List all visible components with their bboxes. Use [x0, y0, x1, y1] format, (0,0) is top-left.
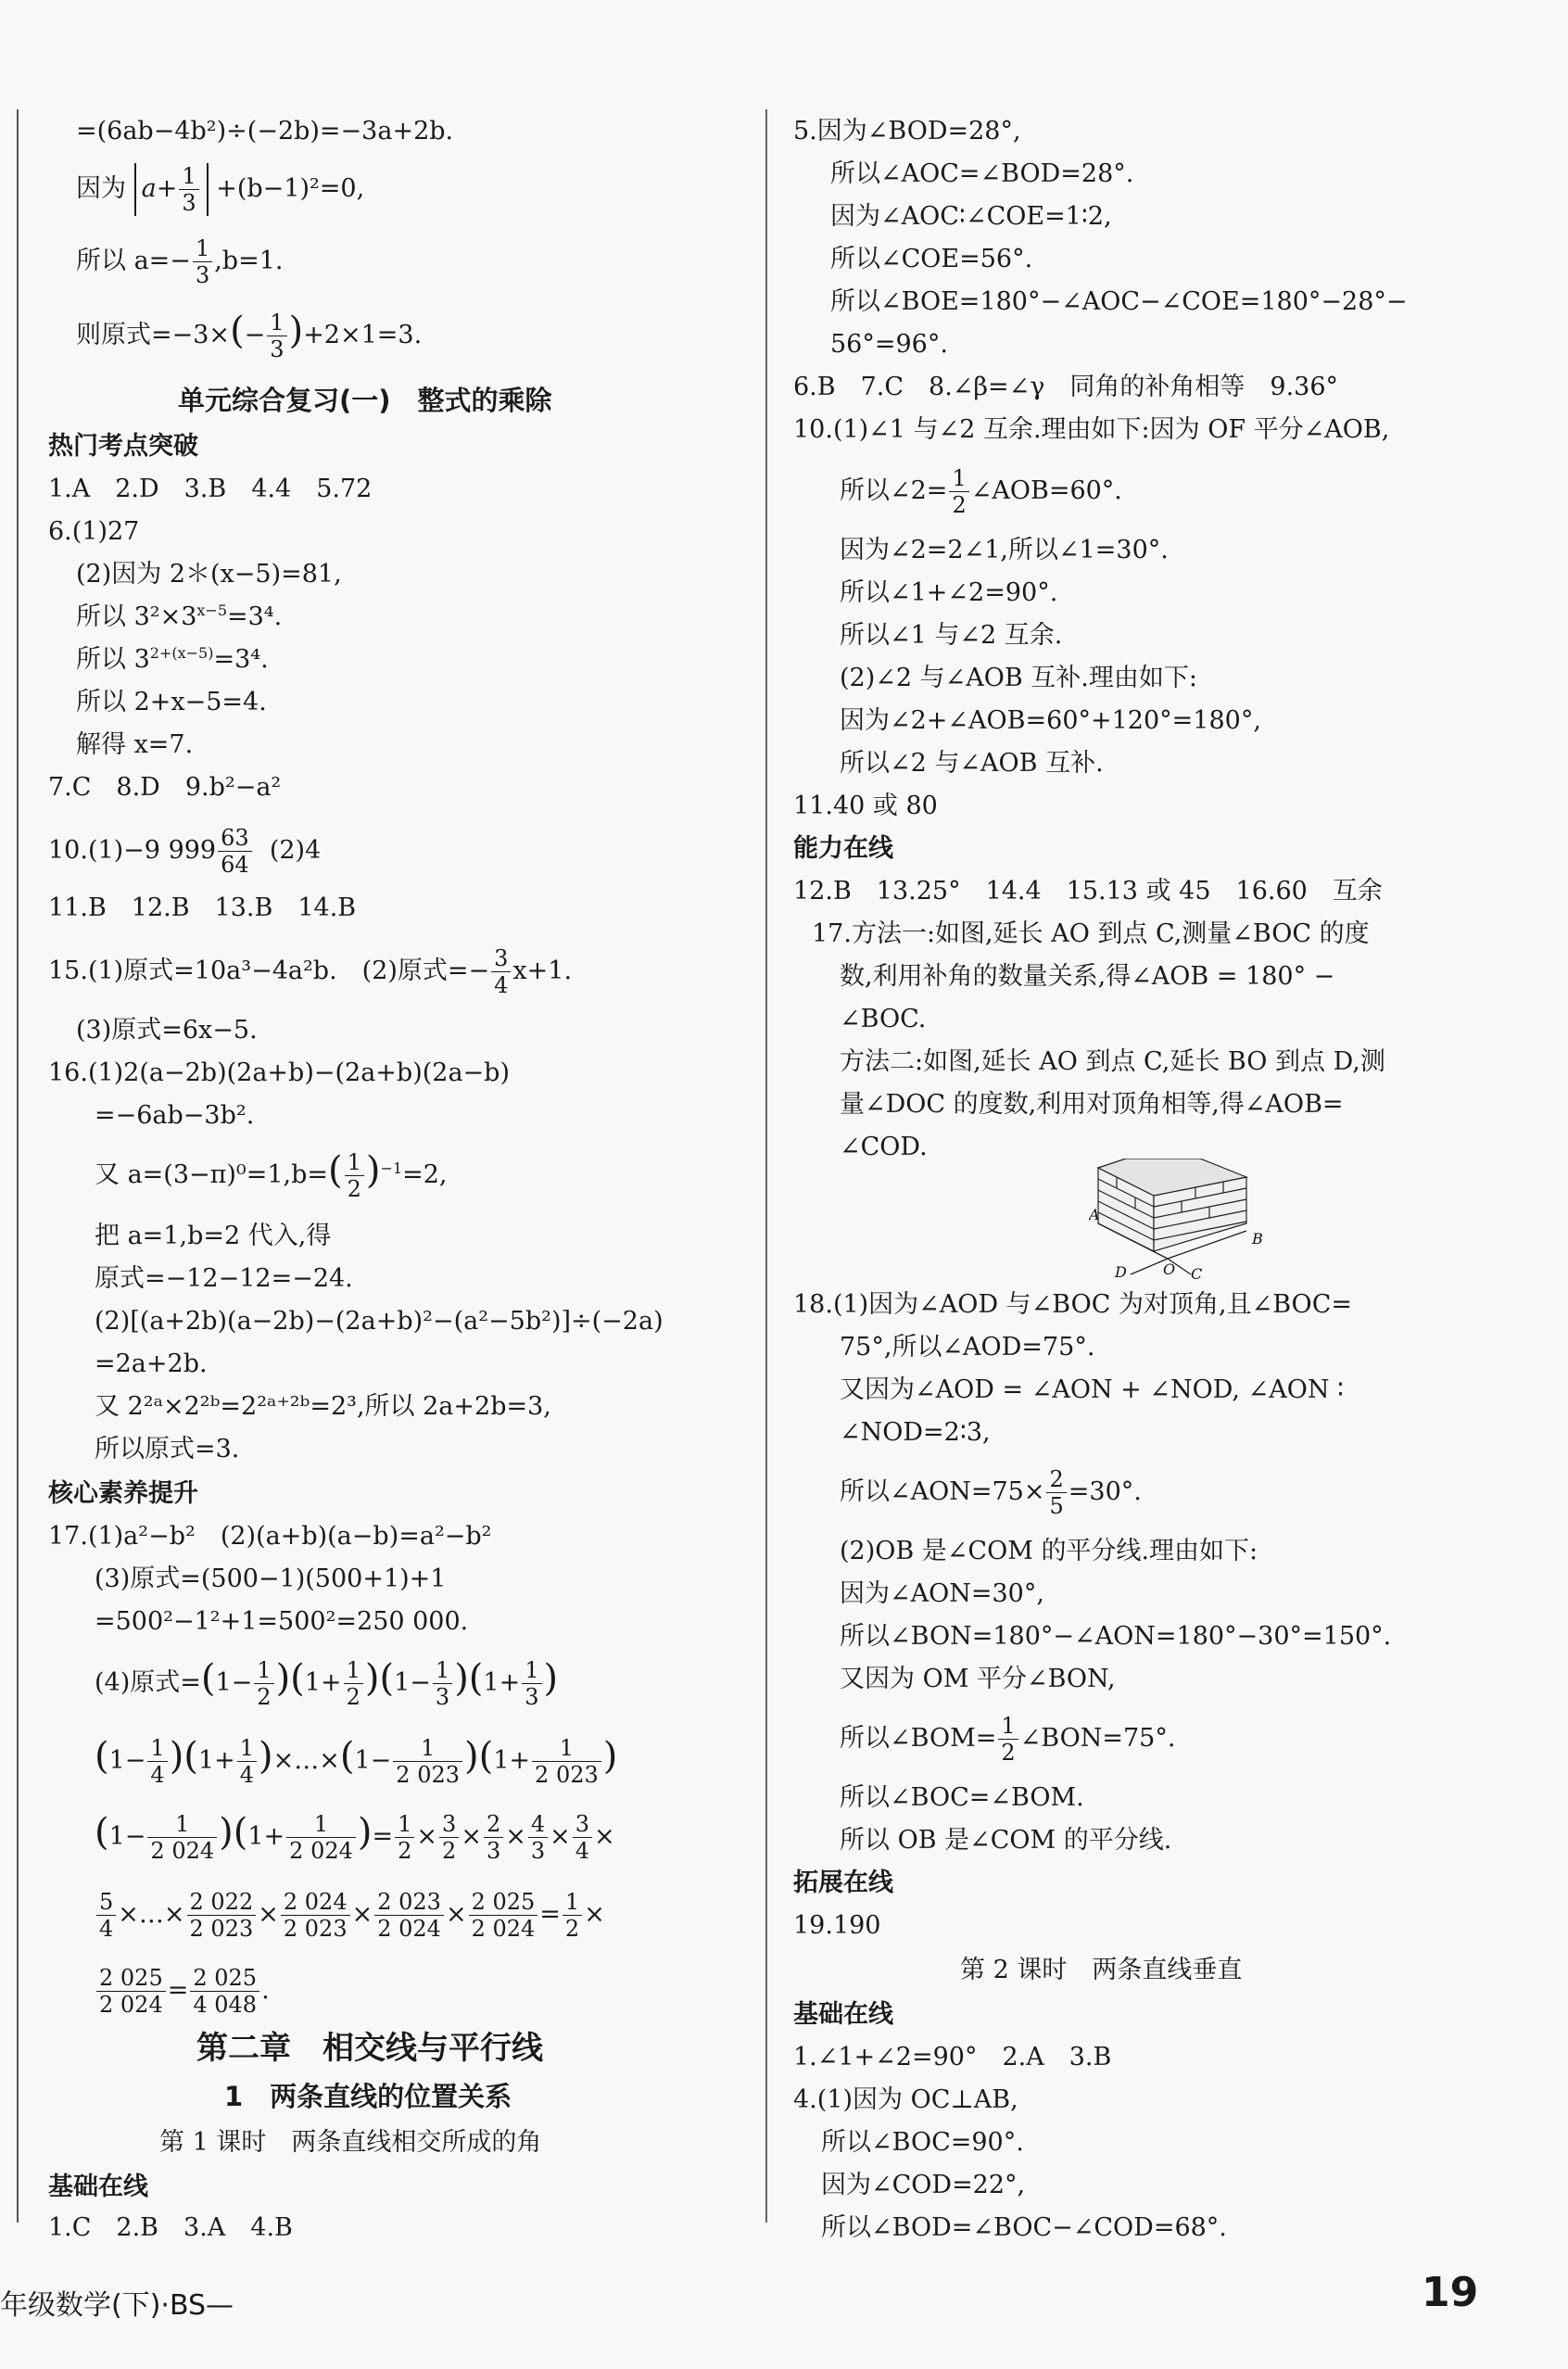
subsection-heading: 基础在线: [793, 2000, 893, 2029]
fraction: $\frac{2 024}{2 023}$: [281, 1889, 350, 1942]
fraction: $\frac{3}{4}$: [491, 945, 511, 998]
text: 因为: [76, 174, 126, 203]
text-line: 1.A 2.D 3.B 4.4 5.72: [48, 475, 373, 503]
text-line: 所以 2+x−5=4.: [76, 688, 267, 716]
text-line: (1− $\frac{1}{4}$ )(1+ $\frac{1}{4}$ )×…×(1− $\frac{1}{2 023}$ )(1+ $\frac{1}{2 023}$ ): [95, 1735, 618, 1788]
text-line: 17.(1)a²−b² (2)(a+b)(a−b)=a²−b²: [48, 1522, 492, 1551]
text-line: 量∠DOC 的度数,利用对顶角相等,得∠AOB=: [840, 1090, 1344, 1119]
text-line: 所以∠BOE=180°−∠AOC−∠COE=180°−28°−: [830, 287, 1408, 316]
subsection-heading: 热门考点突破: [48, 432, 198, 461]
subsection-heading: 核心素养提升: [48, 1479, 198, 1508]
fraction: $\frac{1}{3}$: [193, 235, 212, 288]
text-line: 又 a=(3−π)⁰=1,b=( $\frac{1}{2}$ )$^{-1}$=2,: [95, 1149, 448, 1202]
text-line: =2a+2b.: [95, 1349, 208, 1378]
text-line: 15.(1)原式=10a³−4a²b. (2)原式=− $\frac{3}{4}$ x+1.: [48, 945, 573, 998]
text-line: 1.∠1+∠2=90° 2.A 3.B: [793, 2043, 1112, 2071]
fraction: $\frac{1}{2 024}$: [147, 1811, 217, 1864]
text-line: 所以∠BOC=∠BOM.: [840, 1783, 1084, 1812]
text-line: 4.(1)因为 OC⊥AB,: [793, 2085, 1018, 2114]
wall-corner-figure: [1089, 1159, 1274, 1279]
fraction: $\frac{1}{3}$: [179, 163, 198, 216]
text-line: (2)OB 是∠COM 的平分线.理由如下:: [840, 1537, 1258, 1565]
fraction: $\frac{1}{4}$: [147, 1735, 167, 1788]
text-line: 所以∠2 与∠AOB 互补.: [840, 749, 1104, 778]
fraction: $\frac{1}{3}$: [433, 1657, 452, 1710]
subsection-heading: 基础在线: [48, 2173, 148, 2201]
page-number: 19: [1422, 2269, 1479, 2316]
fraction: $\frac{2}{3}$: [484, 1811, 503, 1864]
fraction: $\frac{2 025}{4 048}$: [190, 1965, 259, 2018]
fraction: $\frac{1}{2}$: [344, 1657, 363, 1710]
text-line: 16.(1)2(a−2b)(2a+b)−(2a+b)(2a−b): [48, 1058, 510, 1087]
text-line: 因为∠2=2∠1,所以∠1=30°.: [840, 536, 1169, 564]
text-line: 6.(1)27: [48, 517, 140, 546]
text-line: 又因为∠AOD = ∠AON + ∠NOD, ∠AON ∶: [840, 1375, 1345, 1404]
abs-expr: a+ $\frac{1}{3}$: [134, 163, 209, 216]
fraction: $\frac{2 022}{2 023}$: [187, 1889, 257, 1942]
lesson-title: 第 2 课时 两条直线垂直: [960, 1956, 1243, 1984]
figure-label-d: D: [1115, 1263, 1127, 1279]
fraction: $\frac{1}{2}$: [998, 1713, 1018, 1766]
text-line: 所以 a=− $\frac{1}{3}$ ,b=1.: [76, 235, 284, 288]
text-line: $\frac{5}{4}$ ×…× $\frac{2 022}{2 023}$ × $\frac{2 024}{2 023}$ × $\frac{2 023}{2 024}$ × $\frac{2 025}{2 024}$ = $\frac{1}{2}$ ×: [95, 1889, 605, 1942]
text-line: 19.190: [793, 1911, 881, 1940]
text-line: =−6ab−3b².: [95, 1101, 255, 1130]
text-line: 所以∠2= $\frac{1}{2}$ ∠AOB=60°.: [840, 465, 1122, 518]
text-line: $\frac{2 025}{2 024}$ = $\frac{2 025}{4 048}$ .: [95, 1965, 270, 2018]
section-title: 单元综合复习(一) 整式的乘除: [178, 385, 552, 416]
text-line: =(6ab−4b²)÷(−2b)=−3a+2b.: [76, 117, 454, 146]
text-line: 所以 OB 是∠COM 的平分线.: [840, 1826, 1172, 1855]
text-line: 所以∠BOM= $\frac{1}{2}$ ∠BON=75°.: [840, 1713, 1176, 1766]
text-line: [76, 163, 364, 216]
text-line: 所以∠COE=56°.: [830, 245, 1033, 273]
fraction: $\frac{1}{3}$: [522, 1657, 541, 1710]
fraction: $\frac{1}{2}$: [345, 1149, 364, 1202]
figure-label-c: C: [1191, 1265, 1203, 1279]
text-line: 1.C 2.B 3.A 4.B: [48, 2213, 293, 2242]
section-title: 1 两条直线的位置关系: [224, 2081, 512, 2112]
text-line: 所以原式=3.: [95, 1435, 240, 1463]
text-line: 解得 x=7.: [76, 730, 194, 759]
text-line: 方法二:如图,延长 AO 到点 C,延长 BO 到点 D,测: [840, 1047, 1385, 1076]
figure-label-a: A: [1089, 1206, 1100, 1223]
fraction: $\frac{3}{2}$: [439, 1811, 459, 1864]
fraction: $\frac{4}{3}$: [528, 1811, 548, 1864]
fraction: $\frac{2 025}{2 024}$: [469, 1889, 538, 1942]
text-line: 原式=−12−12=−24.: [95, 1264, 353, 1293]
text-line: 75°,所以∠AOD=75°.: [840, 1333, 1095, 1362]
text-line: 所以∠1 与∠2 互余.: [840, 621, 1063, 650]
text-line: (2)因为 2＊(x−5)=81,: [76, 560, 342, 589]
fraction: $\frac{1}{2}$: [949, 465, 968, 518]
text-line: 10.(1)−9 999 $\frac{63}{64}$ (2)4: [48, 825, 322, 878]
book-title-footer: 年级数学(下)·BS—: [0, 2289, 234, 2322]
text-line: 18.(1)因为∠AOD 与∠BOC 为对顶角,且∠BOC=: [793, 1290, 1352, 1319]
lesson-title: 第 1 课时 两条直线相交所成的角: [159, 2128, 542, 2157]
text-line: (4)原式=(1− $\frac{1}{2}$ )(1+ $\frac{1}{2}$ )(1− $\frac{1}{3}$ )(1+ $\frac{1}{3}$ ): [95, 1657, 559, 1710]
text-line: 因为∠2+∠AOB=60°+120°=180°,: [840, 706, 1261, 735]
text-line: 12.B 13.25° 14.4 15.13 或 45 16.60 互余: [793, 877, 1383, 906]
text-line: (1− $\frac{1}{2 024}$ )(1+ $\frac{1}{2 024}$ )= $\frac{1}{2}$ × $\frac{3}{2}$ × $\frac{2}{3}$ × $\frac{4}{3}$ × $\frac{3}{4}$ ×: [95, 1811, 615, 1864]
text-line: 所以∠AOC=∠BOD=28°.: [830, 159, 1134, 188]
fraction: $\frac{2}{5}$: [1046, 1466, 1066, 1519]
brick-wall: [1098, 1159, 1246, 1251]
fraction: $\frac{3}{4}$: [573, 1811, 592, 1864]
fraction: $\frac{1}{3}$: [267, 310, 286, 362]
text-line: 所以∠BOD=∠BOC−∠COD=68°.: [821, 2213, 1227, 2242]
text-line: (2)[(a+2b)(a−2b)−(2a+b)²−(a²−5b²)]÷(−2a): [95, 1307, 664, 1336]
text-line: 5.因为∠BOD=28°,: [793, 117, 1021, 146]
text-line: ∠COD.: [840, 1133, 928, 1161]
fraction: $\frac{5}{4}$: [96, 1889, 116, 1942]
fraction: $\frac{1}{2 023}$: [532, 1735, 601, 1788]
chapter-title: 第二章 相交线与平行线: [196, 2030, 543, 2067]
text-line: (3)原式=6x−5.: [76, 1016, 258, 1045]
text-line: 7.C 8.D 9.b²−a²: [48, 773, 282, 802]
text-line: 所以∠AON=75× $\frac{2}{5}$ =30°.: [840, 1466, 1142, 1519]
subsection-heading: 拓展在线: [793, 1869, 893, 1897]
subsection-heading: 能力在线: [793, 834, 893, 863]
text-line: 6.B 7.C 8.∠β=∠γ 同角的补角相等 9.36°: [793, 373, 1339, 401]
text-line: (3)原式=(500−1)(500+1)+1: [95, 1565, 447, 1593]
figure-label-b: B: [1252, 1230, 1263, 1248]
fraction: $\frac{1}{4}$: [237, 1735, 257, 1788]
text-line: 则原式=−3×(− $\frac{1}{3}$ )+2×1=3.: [76, 310, 423, 362]
fraction: $\frac{1}{2}$: [563, 1889, 582, 1942]
text-line: 所以 $3^{2+(x-5)}=3^4$.: [76, 644, 269, 674]
fraction: $\frac{1}{2 024}$: [286, 1811, 356, 1864]
text-line: ∠NOD=2∶3,: [840, 1418, 991, 1447]
left-margin-rule: [17, 109, 19, 2223]
text-line: ∠BOC.: [840, 1005, 927, 1033]
text-line: 因为∠AOC∶∠COE=1∶2,: [830, 202, 1112, 231]
text: +(b−1)²=0,: [216, 174, 365, 203]
column-divider: [765, 109, 767, 2223]
text-line: 把 a=1,b=2 代入,得: [95, 1222, 332, 1250]
text-line: (2)∠2 与∠AOB 互补.理由如下:: [840, 664, 1197, 692]
figure-label-o: O: [1163, 1261, 1176, 1278]
text-line: 因为∠AON=30°,: [840, 1579, 1044, 1608]
text-line: 11.B 12.B 13.B 14.B: [48, 893, 357, 922]
text-line: 所以∠BOC=90°.: [821, 2128, 1024, 2157]
text-line: 11.40 或 80: [793, 792, 938, 820]
fraction: $\frac{1}{2}$: [395, 1811, 414, 1864]
text-line: =500²−1²+1=500²=250 000.: [95, 1607, 469, 1636]
fraction: $\frac{1}{2 023}$: [393, 1735, 462, 1788]
text-line: 所以∠1+∠2=90°.: [840, 578, 1058, 607]
fraction: $\frac{2 023}{2 024}$: [374, 1889, 444, 1942]
text-line: 所以 $3^2\times 3^{x-5}=3^4$.: [76, 602, 283, 631]
fraction: $\frac{63}{64}$: [218, 825, 252, 878]
text-line: 又 2²ᵃ×2²ᵇ=2²ᵃ⁺²ᵇ=2³,所以 2a+2b=3,: [95, 1392, 551, 1421]
text-line: 17.方法一:如图,延长 AO 到点 C,测量∠BOC 的度: [812, 919, 1370, 948]
text-line: 10.(1)∠1 与∠2 互余.理由如下:因为 OF 平分∠AOB,: [793, 415, 1390, 444]
fraction: $\frac{1}{2}$: [254, 1657, 273, 1710]
text-line: 所以∠BON=180°−∠AON=180°−30°=150°.: [840, 1622, 1392, 1651]
fraction: $\frac{2 025}{2 024}$: [96, 1965, 166, 2018]
text-line: 又因为 OM 平分∠BON,: [840, 1665, 1116, 1693]
text-line: 56°=96°.: [830, 330, 948, 359]
text-line: 因为∠COD=22°,: [821, 2171, 1026, 2199]
text-line: 数,利用补角的数量关系,得∠AOB = 180° −: [840, 962, 1335, 991]
